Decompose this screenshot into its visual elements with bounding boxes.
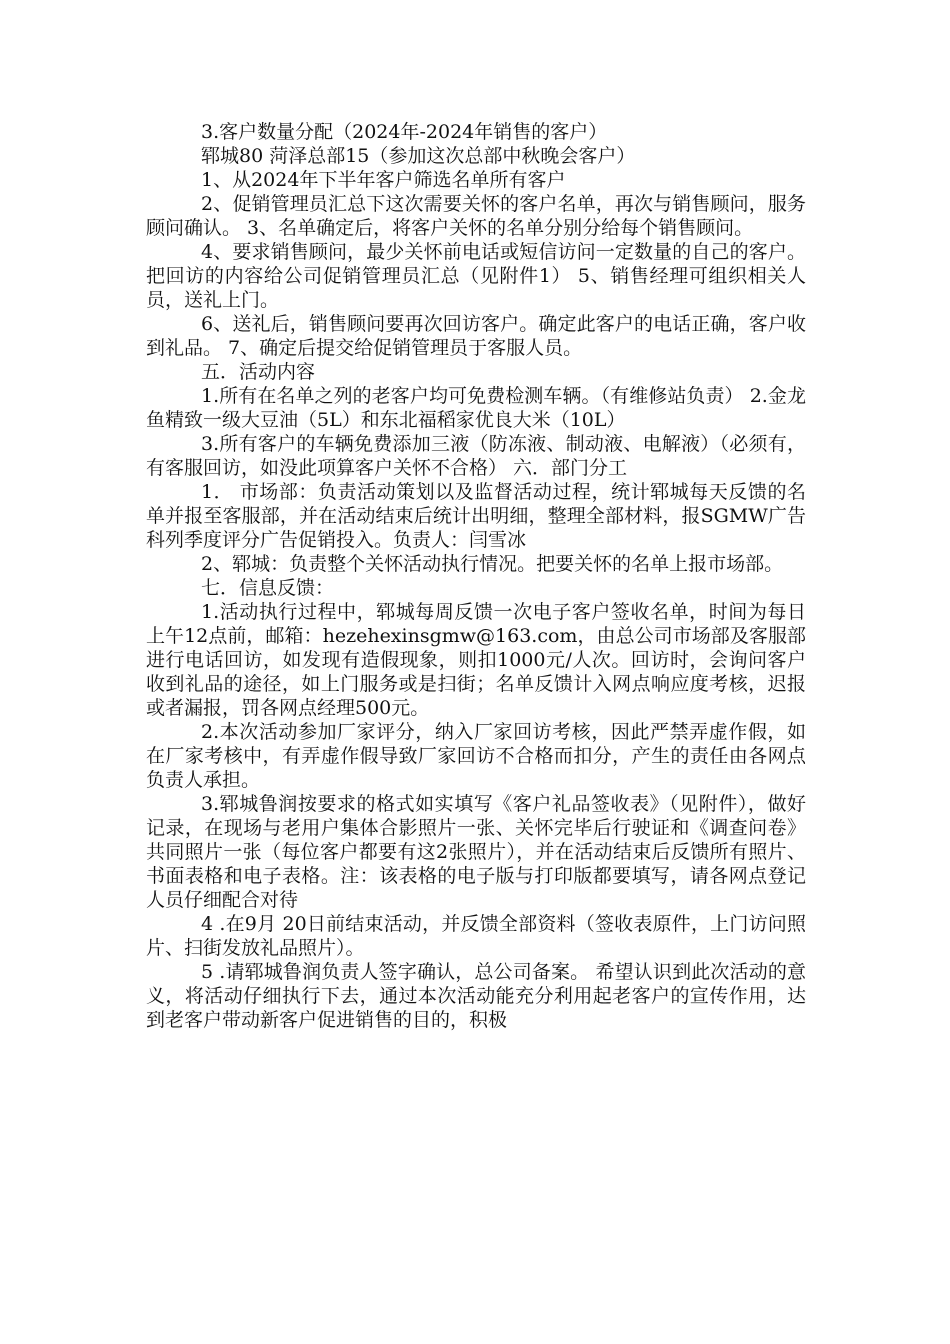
feedback-3: 3.郓城鲁润按要求的格式如实填写《客户礼品签收表》（见附件），做好记录，在现场与老用户集体合影照片一张、关怀完毕后行驶证和《调查问卷》共同照片一张（每位客户都要有这2张照片），并在活动结束后反馈所有照片、书面表格和电子表格。注：该表格的电子版与打印版都要填写，请各网点登记人员仔细配合对待 xyxy=(146,793,806,911)
section-7-title: 七．信息反馈： xyxy=(201,577,335,599)
feedback-4: 4 .在9月 20日前结束活动，并反馈全部资料（签收表原件，上门访问照片、扫街发放礼品照片）。 xyxy=(146,913,806,959)
feedback-2: 2.本次活动参加厂家评分，纳入厂家回访考核，因此严禁弄虚作假，如在厂家考核中，有弄虚作假导致厂家回访不合格而扣分，产生的责任由各网点负责人承担。 xyxy=(146,721,806,791)
document-page xyxy=(146,120,806,1032)
step-4-5: 4、要求销售顾问，最少关怀前电话或短信访问一定数量的自己的客户。把回访的内容给公司促销管理员汇总（见附件1） 5、销售经理可组织相关人员，送礼上门。 xyxy=(146,241,806,311)
feedback-1: 1.活动执行过程中，郓城每周反馈一次电子客户签收名单，时间为每日上午12点前，邮箱：hezehexinsgmw@163.com，由总公司市场部及客服部进行电话回访，如发现有造假现象，则扣1000元/人次。回访时，会询问客户收到礼品的途径，如上门服务或是扫街；名单反馈计入网点响应度考核，迟报或者漏报，罚各网点经理500元。 xyxy=(146,601,806,719)
content-3-section-6: 3.所有客户的车辆免费添加三液（防冻液、制动液、电解液）（必须有，有客服回访，如没此项算客户关怀不合格） 六．部门分工 xyxy=(146,433,806,479)
step-6-7: 6、送礼后，销售顾问要再次回访客户。确定此客户的电话正确，客户收到礼品。 7、确定后提交给促销管理员于客服人员。 xyxy=(146,313,806,359)
customer-counts: 郓城80 菏泽总部15（参加这次总部中秋晚会客户） xyxy=(201,145,636,167)
feedback-5: 5 .请郓城鲁润负责人签字确认，总公司备案。 希望认识到此次活动的意义，将活动仔细执行下去，通过本次活动能充分利用起老客户的宣传作用，达到老客户带动新客户促进销售的目的，积极 xyxy=(146,961,806,1031)
division-2: 2、郓城：负责整个关怀活动执行情况。把要关怀的名单上报市场部。 xyxy=(201,553,784,575)
section-5-title: 五．活动内容 xyxy=(201,361,316,383)
division-1: 1． 市场部：负责活动策划以及监督活动过程，统计郓城每天反馈的名单并报至客服部，并在活动结束后统计出明细，整理全部材料，报SGMW广告科列季度评分广告促销投入。负责人：闫雪冰 xyxy=(146,481,806,551)
step-1: 1、从2024年下半年客户筛选名单所有客户 xyxy=(201,169,566,191)
content-1-2: 1.所有在名单之列的老客户均可免费检测车辆。（有维修站负责） 2.金龙鱼精致一级大豆油（5L）和东北福稻家优良大米（10L） xyxy=(146,385,806,431)
step-2-3: 2、促销管理员汇总下这次需要关怀的客户名单，再次与销售顾问，服务顾问确认。 3、名单确定后，将客户关怀的名单分别分给每个销售顾问。 xyxy=(146,193,806,239)
section-3-title: 3.客户数量分配（2024年-2024年销售的客户） xyxy=(201,121,608,143)
